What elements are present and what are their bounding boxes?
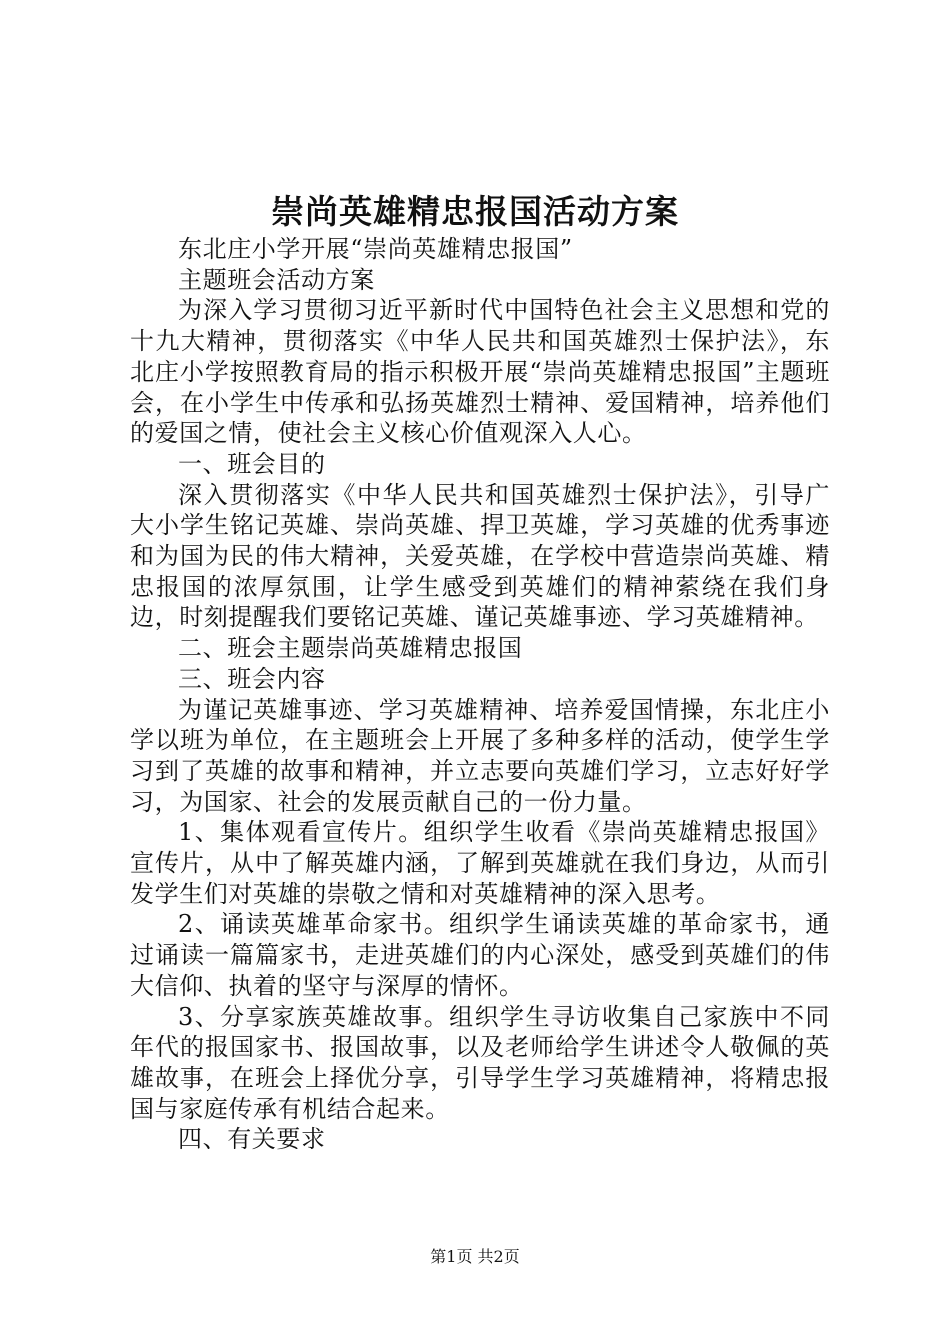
section-heading-4: 四、有关要求 (178, 1125, 326, 1154)
paragraph-item-1: 1、集体观看宣传片。组织学生收看《崇尚英雄精忠报国》宣传片，从中了解英雄内涵，了解到英雄就在我们身边，从而引发学生们对英雄的崇敬之情和对英雄精神的深入思考。 (130, 818, 830, 908)
paragraph-item-3: 3、分享家族英雄故事。组织学生寻访收集自己家族中不同年代的报国家书、报国故事，以及老师给学生讲述令人敬佩的英雄故事，在班会上择优分享，引导学生学习英雄精神，将精忠报国与家庭传承有机结合起来。 (130, 1002, 830, 1123)
paragraph-section-1: 深入贯彻落实《中华人民共和国英雄烈士保护法》，引导广大小学生铭记英雄、崇尚英雄、捍卫英雄，学习英雄的优秀事迹和为国为民的伟大精神，关爱英雄，在学校中营造崇尚英雄、精忠报国的浓厚氛围，让学生感受到英雄们的精神萦绕在我们身边，时刻提醒我们要铭记英雄、谨记英雄事迹、学习英雄精神。 (130, 480, 830, 632)
paragraph-preface: 为深入学习贯彻习近平新时代中国特色社会主义思想和党的十九大精神，贯彻落实《中华人民共和国英雄烈士保护法》，东北庄小学按照教育局的指示积极开展“崇尚英雄精忠报国”主题班会，在小学生中传承和弘扬英雄烈士精神、爱国精神，培养他们的爱国之情，使社会主义核心价值观深入人心。 (130, 296, 830, 448)
paragraph-item-2: 2、诵读英雄革命家书。组织学生诵读英雄的革命家书，通过诵读一篇篇家书，走进英雄们的内心深处，感受到英雄们的伟大信仰、执着的坚守与深厚的情怀。 (130, 910, 830, 1000)
document-title: 崇尚英雄精忠报国活动方案 (271, 192, 679, 231)
section-heading-3: 三、班会内容 (178, 664, 326, 693)
paragraph-intro-line-2: 主题班会活动方案 (178, 265, 375, 294)
paragraph-section-3: 为谨记英雄事迹、学习英雄精神、培养爱国情操，东北庄小学以班为单位，在主题班会上开展了多种多样的活动，使学生学习到了英雄的故事和精神，并立志要向英雄们学习，立志好好学习，为国家、社会的发展贡献自己的一份力量。 (130, 695, 830, 816)
paragraph-intro-line-1: 东北庄小学开展“崇尚英雄精忠报国” (178, 235, 573, 263)
page-footer: 第1页 共2页 (430, 1247, 520, 1266)
section-heading-2: 二、班会主题崇尚英雄精忠报国 (178, 634, 523, 663)
document-body (130, 234, 830, 1155)
section-heading-1: 一、班会目的 (178, 449, 326, 478)
